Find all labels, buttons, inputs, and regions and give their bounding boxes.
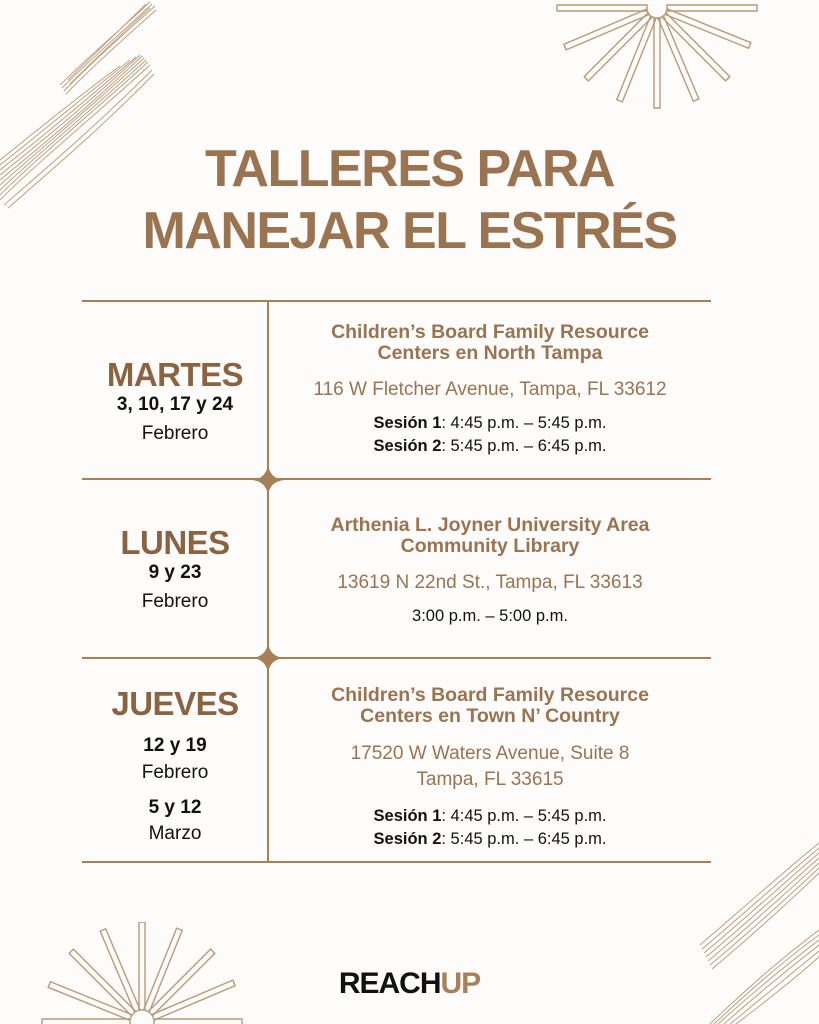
- session-time: : 4:45 p.m. – 5:45 p.m.: [441, 807, 607, 825]
- session-1: [269, 805, 711, 828]
- four-point-star-icon: [252, 642, 284, 674]
- venue-address: [269, 741, 711, 793]
- logo-part-up: UP: [440, 967, 481, 1000]
- table-divider-2: [82, 657, 711, 659]
- session-time: 3:00 p.m. – 5:00 p.m.: [412, 607, 568, 625]
- venue-north-tampa: [269, 322, 711, 458]
- page-title: [0, 138, 819, 262]
- sunburst-ray: [564, 9, 649, 50]
- sunburst-ray: [665, 9, 751, 48]
- day-month: Febrero: [141, 762, 209, 783]
- title-line-1: TALLERES PARA: [204, 140, 615, 198]
- day-name: JUEVES: [111, 685, 239, 722]
- schedule-day-jueves: [82, 686, 268, 846]
- sunburst-ray: [617, 16, 656, 102]
- reachup-logo: [0, 967, 819, 1001]
- venue-name: [269, 685, 711, 727]
- venue-name-line-1: Children’s Board Family Resource: [331, 321, 649, 343]
- four-point-star-icon: [252, 464, 284, 496]
- day-dates: 9 y 23: [148, 562, 202, 583]
- venue-university-area-library: [269, 515, 711, 628]
- schedule-day-martes: [82, 357, 268, 446]
- day-name: LUNES: [120, 524, 230, 561]
- venue-name-line-2: Centers en North Tampa: [377, 342, 603, 364]
- venue-address: 13619 N 22nd St., Tampa, FL 33613: [337, 572, 643, 593]
- table-divider-top: [82, 300, 711, 302]
- day-name: MARTES: [106, 356, 244, 393]
- schedule-day-lunes: [82, 525, 268, 614]
- sunburst-ray: [584, 13, 652, 81]
- day-month: Marzo: [148, 823, 202, 844]
- session-time: : 4:45 p.m. – 5:45 p.m.: [441, 414, 607, 432]
- table-divider-bottom: [82, 861, 711, 863]
- day-dates: 5 y 12: [148, 797, 202, 818]
- sunburst-ray: [658, 16, 699, 101]
- session-label: Sesión 1: [373, 414, 442, 432]
- session-list: [269, 805, 711, 851]
- venue-address-line-2: Tampa, FL 33615: [416, 769, 564, 790]
- day-dates: 3, 10, 17 y 24: [116, 394, 234, 415]
- venue-name-line-1: Arthenia L. Joyner University Area: [330, 514, 650, 536]
- title-line-2: MANEJAR EL ESTRÉS: [142, 202, 677, 260]
- sunburst-ray: [557, 5, 647, 11]
- session-label: Sesión 2: [373, 437, 442, 455]
- sunburst-ray: [667, 5, 757, 11]
- sunburst-ray: [154, 1019, 242, 1024]
- venue-name-line-2: Centers en Town N’ Country: [360, 705, 620, 727]
- session-2: [269, 828, 711, 851]
- session-time: : 5:45 p.m. – 6:45 p.m.: [441, 437, 607, 455]
- logo-part-reach: REACH: [338, 967, 441, 1000]
- sunburst-ray: [654, 18, 660, 108]
- day-month: Febrero: [141, 423, 209, 444]
- session-list: [269, 412, 711, 458]
- venue-name-line-2: Community Library: [400, 535, 580, 557]
- sunburst-ray: [42, 1019, 130, 1024]
- session-2: [269, 435, 711, 458]
- day-month: Febrero: [141, 591, 209, 612]
- session-label: Sesión 1: [373, 807, 442, 825]
- venue-name-line-1: Children’s Board Family Resource: [331, 684, 649, 706]
- day-dates: 12 y 19: [143, 735, 207, 756]
- venue-name: [269, 515, 711, 557]
- session-label: Sesión 2: [373, 830, 442, 848]
- sunburst-top-right-decoration: [555, 0, 760, 110]
- venue-name: [269, 322, 711, 364]
- session-time: : 5:45 p.m. – 6:45 p.m.: [441, 830, 607, 848]
- sunburst-ray: [662, 13, 730, 81]
- venue-town-n-country: [269, 685, 711, 851]
- venue-address-line-1: 17520 W Waters Avenue, Suite 8: [350, 743, 630, 764]
- venue-address: 116 W Fletcher Avenue, Tampa, FL 33612: [313, 379, 667, 400]
- table-divider-1: [82, 478, 711, 480]
- session-1: [269, 412, 711, 435]
